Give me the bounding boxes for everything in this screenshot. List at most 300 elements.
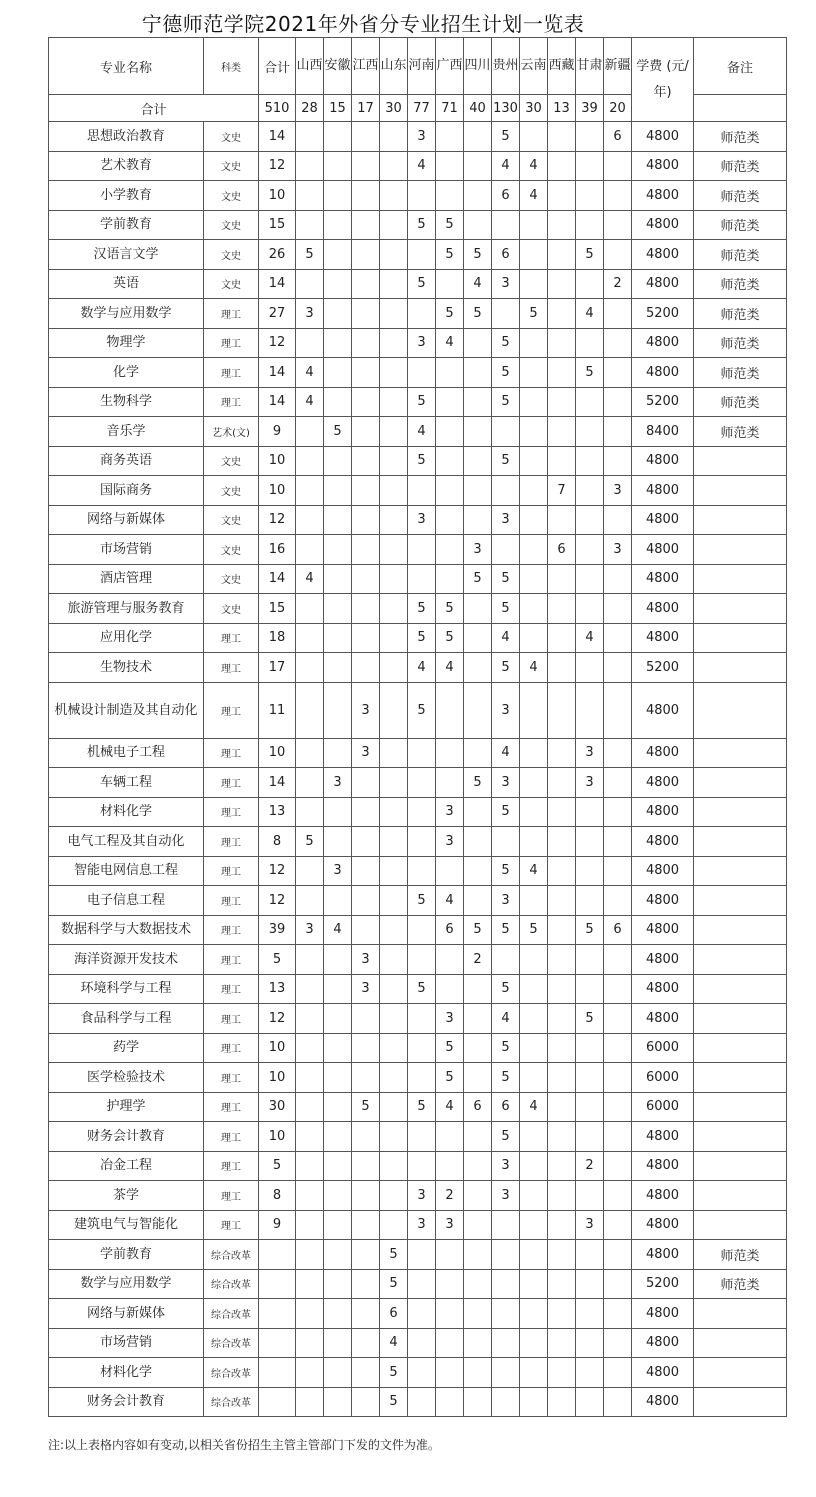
total-cell: 14 <box>259 387 296 417</box>
province-quota-cell <box>324 446 352 476</box>
total-cell: 8 <box>259 827 296 857</box>
province-quota-cell <box>324 797 352 827</box>
province-quota-cell <box>324 1151 352 1181</box>
province-quota-cell <box>576 417 604 447</box>
major-name-cell: 电子信息工程 <box>49 886 204 916</box>
province-quota-cell <box>576 1358 604 1388</box>
province-quota-cell <box>380 328 408 358</box>
province-quota-cell <box>436 1122 464 1152</box>
major-name-cell: 汉语言文学 <box>49 240 204 270</box>
province-quota-cell <box>352 299 380 329</box>
province-quota-cell: 5 <box>380 1358 408 1388</box>
total-cell: 8 <box>259 1181 296 1211</box>
province-quota-cell: 5 <box>324 417 352 447</box>
remark-cell <box>694 1122 787 1152</box>
province-quota-cell <box>548 827 576 857</box>
province-quota-cell: 5 <box>408 269 436 299</box>
province-quota-cell <box>464 653 492 683</box>
province-quota-cell: 6 <box>380 1299 408 1329</box>
province-quota-cell <box>324 240 352 270</box>
province-quota-cell <box>352 1299 380 1329</box>
province-quota-cell <box>436 358 464 388</box>
province-quota-cell <box>604 446 632 476</box>
category-cell: 理工 <box>204 1181 259 1211</box>
province-quota-cell <box>548 594 576 624</box>
header-province: 新疆 <box>604 38 632 95</box>
total-cell <box>259 1299 296 1329</box>
remark-cell <box>694 856 787 886</box>
fee-cell: 4800 <box>632 476 694 506</box>
table-row <box>49 417 787 447</box>
remark-cell <box>694 564 787 594</box>
province-quota-cell <box>380 387 408 417</box>
province-quota-cell <box>604 210 632 240</box>
province-quota-cell: 3 <box>492 768 520 798</box>
province-quota-cell <box>604 1151 632 1181</box>
province-quota-cell <box>492 1299 520 1329</box>
province-quota-cell <box>604 299 632 329</box>
province-quota-cell <box>296 505 324 535</box>
province-quota-cell <box>604 1299 632 1329</box>
category-cell: 理工 <box>204 328 259 358</box>
major-name-cell: 商务英语 <box>49 446 204 476</box>
table-row <box>49 358 787 388</box>
province-quota-cell: 3 <box>464 535 492 565</box>
fee-cell: 4800 <box>632 1181 694 1211</box>
fee-cell: 4800 <box>632 240 694 270</box>
province-quota-cell <box>576 1063 604 1093</box>
total-cell: 10 <box>259 181 296 211</box>
remark-cell: 师范类 <box>694 151 787 181</box>
header-province: 甘肃 <box>576 38 604 95</box>
category-cell: 理工 <box>204 886 259 916</box>
province-quota-cell <box>296 210 324 240</box>
fee-cell: 4800 <box>632 1210 694 1240</box>
province-quota-cell <box>380 358 408 388</box>
major-name-cell: 小学教育 <box>49 181 204 211</box>
province-quota-cell: 5 <box>492 974 520 1004</box>
fee-cell: 4800 <box>632 1299 694 1329</box>
remark-cell <box>694 623 787 653</box>
province-quota-cell <box>380 827 408 857</box>
province-quota-cell <box>380 1063 408 1093</box>
province-quota-cell <box>492 1269 520 1299</box>
category-cell: 文史 <box>204 240 259 270</box>
province-quota-cell <box>352 1004 380 1034</box>
province-quota-cell <box>548 1181 576 1211</box>
category-cell: 理工 <box>204 974 259 1004</box>
fee-cell: 4800 <box>632 974 694 1004</box>
province-quota-cell: 4 <box>492 1004 520 1034</box>
province-quota-cell <box>548 653 576 683</box>
major-name-cell: 冶金工程 <box>49 1151 204 1181</box>
province-quota-cell: 5 <box>492 856 520 886</box>
province-quota-cell <box>296 738 324 768</box>
province-quota-cell <box>548 886 576 916</box>
province-quota-cell: 5 <box>408 682 436 738</box>
province-quota-cell <box>520 1033 548 1063</box>
province-quota-cell <box>604 1063 632 1093</box>
province-quota-cell <box>408 1387 436 1417</box>
province-quota-cell: 3 <box>576 738 604 768</box>
province-quota-cell <box>576 1181 604 1211</box>
category-cell: 文史 <box>204 269 259 299</box>
province-quota-cell <box>436 505 464 535</box>
province-quota-cell: 3 <box>492 682 520 738</box>
major-name-cell: 酒店管理 <box>49 564 204 594</box>
province-quota-cell <box>352 856 380 886</box>
province-quota-cell <box>436 269 464 299</box>
province-quota-cell <box>464 1299 492 1329</box>
province-quota-cell <box>324 299 352 329</box>
province-quota-cell <box>520 827 548 857</box>
remark-cell <box>694 827 787 857</box>
province-quota-cell <box>296 1004 324 1034</box>
table-row <box>49 210 787 240</box>
province-quota-cell: 5 <box>408 387 436 417</box>
province-quota-cell <box>604 1269 632 1299</box>
category-cell: 文史 <box>204 446 259 476</box>
total-cell: 5 <box>259 1151 296 1181</box>
province-quota-cell <box>324 1299 352 1329</box>
remark-cell <box>694 886 787 916</box>
province-quota-cell <box>296 1358 324 1388</box>
total-cell: 12 <box>259 856 296 886</box>
province-quota-cell <box>352 535 380 565</box>
province-quota-cell <box>464 387 492 417</box>
province-quota-cell <box>296 446 324 476</box>
province-quota-cell <box>548 1210 576 1240</box>
province-quota-cell <box>576 1092 604 1122</box>
province-quota-cell: 2 <box>604 269 632 299</box>
header-row <box>49 38 787 95</box>
table-row <box>49 856 787 886</box>
province-quota-cell <box>436 417 464 447</box>
province-quota-cell <box>380 151 408 181</box>
fee-cell: 4800 <box>632 446 694 476</box>
major-name-cell: 数学与应用数学 <box>49 299 204 329</box>
fee-cell: 6000 <box>632 1063 694 1093</box>
fee-cell: 4800 <box>632 827 694 857</box>
category-cell: 文史 <box>204 181 259 211</box>
province-quota-cell <box>324 328 352 358</box>
province-quota-cell: 3 <box>604 535 632 565</box>
province-quota-cell <box>352 328 380 358</box>
province-quota-cell: 4 <box>520 1092 548 1122</box>
province-quota-cell <box>436 682 464 738</box>
fee-cell: 5200 <box>632 299 694 329</box>
province-quota-cell <box>548 299 576 329</box>
province-quota-cell <box>576 476 604 506</box>
province-quota-cell <box>604 505 632 535</box>
remark-cell <box>694 1299 787 1329</box>
province-quota-cell <box>380 446 408 476</box>
province-quota-cell <box>520 1240 548 1270</box>
province-quota-cell <box>548 1387 576 1417</box>
province-quota-cell <box>604 856 632 886</box>
province-quota-cell: 5 <box>436 299 464 329</box>
province-quota-cell <box>604 181 632 211</box>
table-row <box>49 886 787 916</box>
province-quota-cell: 7 <box>548 476 576 506</box>
province-quota-cell <box>576 269 604 299</box>
province-quota-cell <box>352 446 380 476</box>
province-quota-cell <box>380 210 408 240</box>
major-name-cell: 机械电子工程 <box>49 738 204 768</box>
province-quota-cell: 3 <box>352 945 380 975</box>
province-quota-cell <box>520 1269 548 1299</box>
category-cell: 理工 <box>204 856 259 886</box>
province-quota-cell <box>408 1033 436 1063</box>
province-quota-cell: 5 <box>492 564 520 594</box>
table-row <box>49 738 787 768</box>
province-quota-cell <box>464 1181 492 1211</box>
summary-province: 130 <box>492 95 520 122</box>
province-quota-cell <box>324 1033 352 1063</box>
table-row <box>49 594 787 624</box>
remark-cell <box>694 594 787 624</box>
table-row <box>49 1299 787 1329</box>
province-quota-cell <box>520 945 548 975</box>
province-quota-cell <box>492 1210 520 1240</box>
province-quota-cell <box>380 535 408 565</box>
province-quota-cell <box>380 1033 408 1063</box>
province-quota-cell <box>352 1240 380 1270</box>
province-quota-cell <box>464 594 492 624</box>
province-quota-cell <box>520 240 548 270</box>
province-quota-cell: 3 <box>324 856 352 886</box>
header-province: 河南 <box>408 38 436 95</box>
province-quota-cell <box>464 682 492 738</box>
province-quota-cell <box>380 299 408 329</box>
province-quota-cell <box>520 738 548 768</box>
fee-cell: 4800 <box>632 122 694 152</box>
province-quota-cell <box>464 1004 492 1034</box>
province-quota-cell <box>324 387 352 417</box>
province-quota-cell <box>576 1328 604 1358</box>
header-province: 四川 <box>464 38 492 95</box>
province-quota-cell: 5 <box>436 1033 464 1063</box>
province-quota-cell: 5 <box>408 974 436 1004</box>
province-quota-cell <box>408 768 436 798</box>
province-quota-cell <box>324 535 352 565</box>
category-cell: 综合改革 <box>204 1269 259 1299</box>
total-cell: 39 <box>259 915 296 945</box>
table-row <box>49 1387 787 1417</box>
remark-cell <box>694 1033 787 1063</box>
province-quota-cell <box>464 797 492 827</box>
province-quota-cell: 3 <box>576 768 604 798</box>
major-name-cell: 数据科学与大数据技术 <box>49 915 204 945</box>
province-quota-cell <box>520 1151 548 1181</box>
province-quota-cell: 4 <box>464 269 492 299</box>
remark-cell <box>694 797 787 827</box>
remark-cell <box>694 1063 787 1093</box>
province-quota-cell <box>520 974 548 1004</box>
province-quota-cell <box>352 476 380 506</box>
category-cell: 理工 <box>204 1033 259 1063</box>
province-quota-cell: 3 <box>408 122 436 152</box>
province-quota-cell: 4 <box>408 417 436 447</box>
category-cell: 文史 <box>204 151 259 181</box>
remark-cell: 师范类 <box>694 299 787 329</box>
province-quota-cell <box>296 1033 324 1063</box>
category-cell: 理工 <box>204 768 259 798</box>
province-quota-cell <box>324 1240 352 1270</box>
province-quota-cell: 6 <box>436 915 464 945</box>
major-name-cell: 网络与新媒体 <box>49 1299 204 1329</box>
province-quota-cell <box>548 1033 576 1063</box>
province-quota-cell <box>548 945 576 975</box>
major-name-cell: 网络与新媒体 <box>49 505 204 535</box>
province-quota-cell <box>604 594 632 624</box>
province-quota-cell <box>380 653 408 683</box>
header-province: 安徽 <box>324 38 352 95</box>
table-row <box>49 328 787 358</box>
province-quota-cell <box>296 1210 324 1240</box>
province-quota-cell <box>352 269 380 299</box>
total-cell: 9 <box>259 1210 296 1240</box>
total-cell: 14 <box>259 768 296 798</box>
fee-cell: 4800 <box>632 535 694 565</box>
province-quota-cell: 5 <box>436 623 464 653</box>
province-quota-cell <box>324 1210 352 1240</box>
province-quota-cell <box>576 856 604 886</box>
table-row <box>49 974 787 1004</box>
province-quota-cell <box>380 738 408 768</box>
major-name-cell: 药学 <box>49 1033 204 1063</box>
province-quota-cell <box>464 1122 492 1152</box>
province-quota-cell <box>352 623 380 653</box>
remark-cell <box>694 1358 787 1388</box>
province-quota-cell: 5 <box>492 915 520 945</box>
province-quota-cell <box>464 505 492 535</box>
total-cell: 5 <box>259 945 296 975</box>
province-quota-cell <box>548 122 576 152</box>
province-quota-cell <box>380 1092 408 1122</box>
province-quota-cell <box>324 594 352 624</box>
category-cell: 理工 <box>204 945 259 975</box>
province-quota-cell <box>296 1240 324 1270</box>
summary-total: 510 <box>259 95 296 122</box>
province-quota-cell: 5 <box>464 768 492 798</box>
table-row <box>49 1358 787 1388</box>
category-cell: 理工 <box>204 738 259 768</box>
province-quota-cell <box>548 974 576 1004</box>
province-quota-cell <box>520 1122 548 1152</box>
province-quota-cell <box>548 151 576 181</box>
fee-cell: 4800 <box>632 945 694 975</box>
province-quota-cell <box>380 564 408 594</box>
province-quota-cell <box>576 210 604 240</box>
total-cell <box>259 1269 296 1299</box>
category-cell: 综合改革 <box>204 1240 259 1270</box>
province-quota-cell <box>464 738 492 768</box>
province-quota-cell <box>520 417 548 447</box>
header-category: 科类 <box>204 38 259 95</box>
province-quota-cell: 4 <box>520 653 548 683</box>
fee-cell: 4800 <box>632 505 694 535</box>
total-cell: 10 <box>259 1063 296 1093</box>
province-quota-cell <box>548 623 576 653</box>
province-quota-cell <box>380 623 408 653</box>
province-quota-cell <box>576 974 604 1004</box>
table-row <box>49 797 787 827</box>
table-row <box>49 1240 787 1270</box>
remark-cell <box>694 1004 787 1034</box>
fee-cell: 4800 <box>632 358 694 388</box>
major-name-cell: 护理学 <box>49 1092 204 1122</box>
province-quota-cell <box>296 594 324 624</box>
province-quota-cell <box>352 594 380 624</box>
province-quota-cell <box>576 1387 604 1417</box>
province-quota-cell <box>464 856 492 886</box>
category-cell: 理工 <box>204 1063 259 1093</box>
province-quota-cell: 5 <box>464 240 492 270</box>
province-quota-cell <box>324 1004 352 1034</box>
fee-cell: 4800 <box>632 886 694 916</box>
major-name-cell: 智能电网信息工程 <box>49 856 204 886</box>
province-quota-cell: 5 <box>492 594 520 624</box>
province-quota-cell: 5 <box>492 387 520 417</box>
table-row <box>49 1269 787 1299</box>
table-row <box>49 827 787 857</box>
table-row <box>49 446 787 476</box>
province-quota-cell <box>520 594 548 624</box>
province-quota-cell <box>548 856 576 886</box>
province-quota-cell <box>548 1328 576 1358</box>
province-quota-cell <box>464 151 492 181</box>
major-name-cell: 市场营销 <box>49 1328 204 1358</box>
province-quota-cell <box>492 1387 520 1417</box>
province-quota-cell <box>352 417 380 447</box>
category-cell: 理工 <box>204 827 259 857</box>
province-quota-cell <box>296 476 324 506</box>
total-cell: 14 <box>259 358 296 388</box>
province-quota-cell <box>296 886 324 916</box>
major-name-cell: 市场营销 <box>49 535 204 565</box>
province-quota-cell <box>408 181 436 211</box>
province-quota-cell <box>492 827 520 857</box>
total-cell: 12 <box>259 1004 296 1034</box>
fee-cell: 4800 <box>632 1328 694 1358</box>
fee-cell: 4800 <box>632 181 694 211</box>
province-quota-cell <box>436 974 464 1004</box>
table-row <box>49 915 787 945</box>
province-quota-cell <box>492 210 520 240</box>
province-quota-cell: 3 <box>408 1181 436 1211</box>
province-quota-cell <box>576 1240 604 1270</box>
province-quota-cell: 5 <box>520 915 548 945</box>
province-quota-cell <box>380 945 408 975</box>
header-fee: 学费 (元/年) <box>632 38 694 122</box>
fee-cell: 4800 <box>632 269 694 299</box>
category-cell: 文史 <box>204 210 259 240</box>
province-quota-cell <box>436 151 464 181</box>
province-quota-cell <box>604 653 632 683</box>
province-quota-cell <box>548 1358 576 1388</box>
province-quota-cell <box>604 1092 632 1122</box>
category-cell: 文史 <box>204 564 259 594</box>
header-province: 江西 <box>352 38 380 95</box>
fee-cell: 5200 <box>632 653 694 683</box>
province-quota-cell <box>324 564 352 594</box>
table-row <box>49 151 787 181</box>
province-quota-cell <box>296 417 324 447</box>
province-quota-cell <box>464 1210 492 1240</box>
province-quota-cell <box>548 738 576 768</box>
province-quota-cell: 5 <box>492 1033 520 1063</box>
